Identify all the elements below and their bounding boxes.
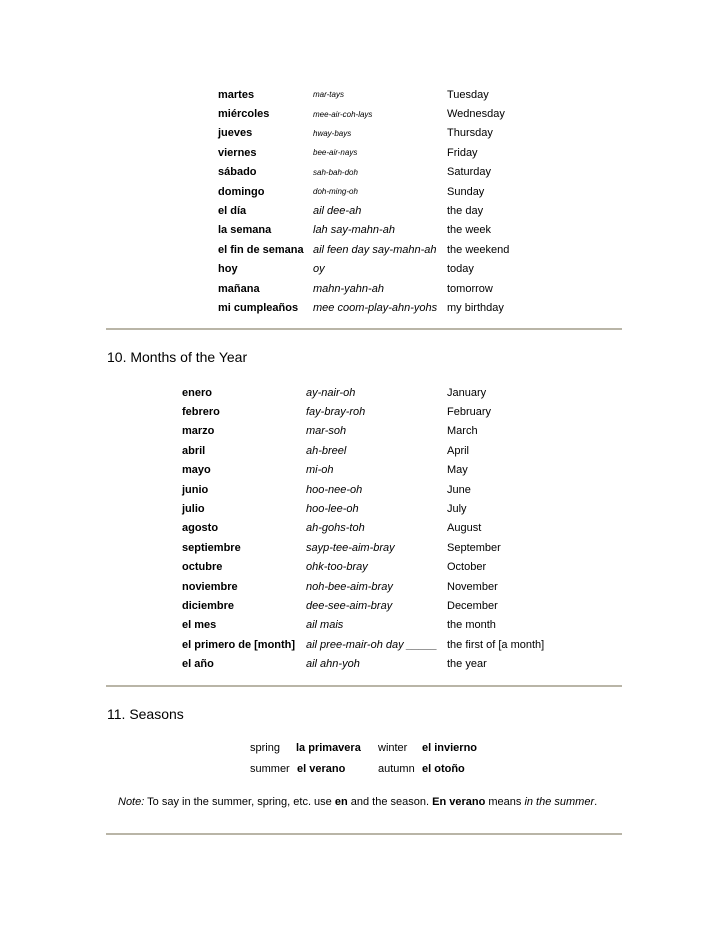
english-translation: the day <box>447 205 484 218</box>
vocab-row <box>218 221 567 240</box>
vocab-row <box>182 519 567 538</box>
vocab-row <box>182 596 567 615</box>
english-translation: Saturday <box>447 166 492 179</box>
english-translation: January <box>447 386 487 399</box>
vocab-row <box>182 402 567 421</box>
pronunciation: ay-nair-oh <box>306 386 356 399</box>
pronunciation: ah-breel <box>306 444 347 457</box>
spanish-word: febrero <box>182 406 220 419</box>
english-translation: my birthday <box>447 301 504 314</box>
seasons-note <box>118 796 597 808</box>
vocab-row <box>182 538 567 557</box>
english-translation: November <box>447 580 498 593</box>
spanish-word: julio <box>182 503 205 516</box>
season-winter-spanish: el invierno <box>422 742 478 754</box>
pronunciation: bee-air-nays <box>313 148 358 158</box>
pronunciation: noh-bee-aim-bray <box>306 580 393 593</box>
spanish-word: mayo <box>182 464 211 477</box>
spanish-word: junio <box>182 483 209 496</box>
spanish-word: martes <box>218 88 255 101</box>
vocab-row <box>182 383 567 402</box>
english-translation: September <box>447 541 501 554</box>
pronunciation: hoo-nee-oh <box>306 483 363 496</box>
pronunciation: oy <box>313 263 325 276</box>
spanish-word: hoy <box>218 263 238 276</box>
spanish-word: domingo <box>218 185 265 198</box>
spanish-word: agosto <box>182 522 219 535</box>
pronunciation: mar-soh <box>306 425 347 438</box>
vocab-row <box>218 298 567 317</box>
spanish-word: el mes <box>182 619 217 632</box>
vocab-row <box>182 441 567 460</box>
vocab-row <box>182 654 567 673</box>
season-spring-spanish: la primavera <box>296 742 361 754</box>
vocab-row <box>182 616 567 635</box>
vocab-row <box>218 279 567 298</box>
spanish-word: el día <box>218 205 247 218</box>
english-translation: Sunday <box>447 185 485 198</box>
english-translation: May <box>447 464 468 477</box>
note-bold-en: en <box>334 796 348 808</box>
season-spring-english: spring <box>250 742 280 754</box>
season-autumn-english: autumn <box>378 763 415 775</box>
spanish-word: jueves <box>218 127 253 140</box>
english-translation: June <box>447 483 471 496</box>
months-heading: 10. Months of the Year <box>107 349 248 365</box>
note-italic-meaning: in the summer <box>524 796 595 808</box>
vocab-row <box>218 143 567 162</box>
note-text: To say in the summer, spring, etc. use <box>144 796 335 808</box>
pronunciation: lah say-mahn-ah <box>313 224 395 237</box>
spanish-word: el primero de [month] <box>182 638 296 651</box>
english-translation: tomorrow <box>447 282 493 295</box>
pronunciation: ail mais <box>306 619 344 632</box>
section-divider <box>106 328 622 330</box>
vocab-row <box>182 461 567 480</box>
months-vocabulary-table <box>182 383 567 674</box>
pronunciation: mee-air-coh-lays <box>313 109 373 119</box>
spanish-word: miércoles <box>218 108 270 121</box>
english-translation: today <box>447 263 474 276</box>
season-winter-english: winter <box>378 742 408 754</box>
vocab-row <box>182 635 567 654</box>
vocab-row <box>182 480 567 499</box>
pronunciation: mi-oh <box>306 464 334 477</box>
english-translation: the year <box>447 658 487 671</box>
season-autumn-spanish: el otoño <box>422 763 465 775</box>
english-translation: August <box>447 522 482 535</box>
vocab-row <box>182 577 567 596</box>
english-translation: February <box>447 406 492 419</box>
spanish-word: enero <box>182 386 212 399</box>
note-bold-example: En verano <box>432 796 486 808</box>
english-translation: Friday <box>447 146 478 159</box>
section-divider <box>106 833 622 835</box>
english-translation: March <box>447 425 478 438</box>
english-translation: the month <box>447 619 496 632</box>
note-label: Note: <box>118 796 145 808</box>
english-translation: December <box>447 599 498 612</box>
spanish-word: septiembre <box>182 541 241 554</box>
vocab-row <box>182 499 567 518</box>
spanish-word: diciembre <box>182 599 234 612</box>
section-divider <box>106 685 622 687</box>
note-text: means <box>485 796 525 808</box>
english-translation: the first of [a month] <box>447 638 545 651</box>
english-translation: the week <box>447 224 492 237</box>
vocab-row <box>218 240 567 259</box>
pronunciation: sah-bah-doh <box>313 167 358 177</box>
pronunciation: ohk-too-bray <box>306 561 368 574</box>
english-translation: the weekend <box>447 243 510 256</box>
pronunciation: ail feen day say-mahn-ah <box>313 243 437 256</box>
english-translation: October <box>447 561 487 574</box>
vocab-row <box>218 182 567 201</box>
vocab-row <box>218 201 567 220</box>
vocab-row <box>218 85 567 104</box>
spanish-word: la semana <box>218 224 272 237</box>
pronunciation: mar-tays <box>313 90 344 100</box>
spanish-word: abril <box>182 444 206 457</box>
vocab-row <box>218 260 567 279</box>
spanish-word: sábado <box>218 166 257 179</box>
pronunciation: dee-see-aim-bray <box>306 599 393 612</box>
spanish-word: el año <box>182 658 214 671</box>
pronunciation: hway-bays <box>313 128 352 138</box>
english-translation: April <box>447 444 470 457</box>
spanish-word: marzo <box>182 425 215 438</box>
pronunciation: doh-ming-oh <box>313 187 358 197</box>
english-translation: Thursday <box>447 127 493 140</box>
note-period: . <box>594 796 598 808</box>
pronunciation: ail ahn-yoh <box>306 658 360 671</box>
pronunciation: mahn-yahn-ah <box>313 282 384 295</box>
spanish-word: viernes <box>218 146 257 159</box>
spanish-word: el fin de semana <box>218 243 304 256</box>
pronunciation: ah-gohs-toh <box>306 522 365 535</box>
vocab-row <box>182 422 567 441</box>
english-translation: Tuesday <box>447 88 489 101</box>
pronunciation: ail dee-ah <box>313 205 362 218</box>
season-summer-english: summer <box>250 763 290 775</box>
english-translation: July <box>447 503 467 516</box>
spanish-word: octubre <box>182 561 223 574</box>
note-text: and the season. <box>347 796 433 808</box>
vocab-row <box>218 163 567 182</box>
spanish-word: mañana <box>218 282 260 295</box>
season-summer-spanish: el verano <box>297 763 346 775</box>
seasons-heading: 11. Seasons <box>107 706 184 722</box>
pronunciation: ail pree-mair-oh day _____ <box>306 638 438 651</box>
vocab-row <box>218 124 567 143</box>
pronunciation: mee coom-play-ahn-yohs <box>313 301 438 314</box>
english-translation: Wednesday <box>447 108 505 121</box>
pronunciation: fay-bray-roh <box>306 406 366 419</box>
spanish-word: noviembre <box>182 580 238 593</box>
vocab-row <box>182 558 567 577</box>
pronunciation: sayp-tee-aim-bray <box>306 541 395 554</box>
days-vocabulary-table <box>218 85 567 318</box>
vocab-row <box>218 104 567 123</box>
pronunciation: hoo-lee-oh <box>306 503 359 516</box>
spanish-word: mi cumpleaños <box>218 301 299 314</box>
